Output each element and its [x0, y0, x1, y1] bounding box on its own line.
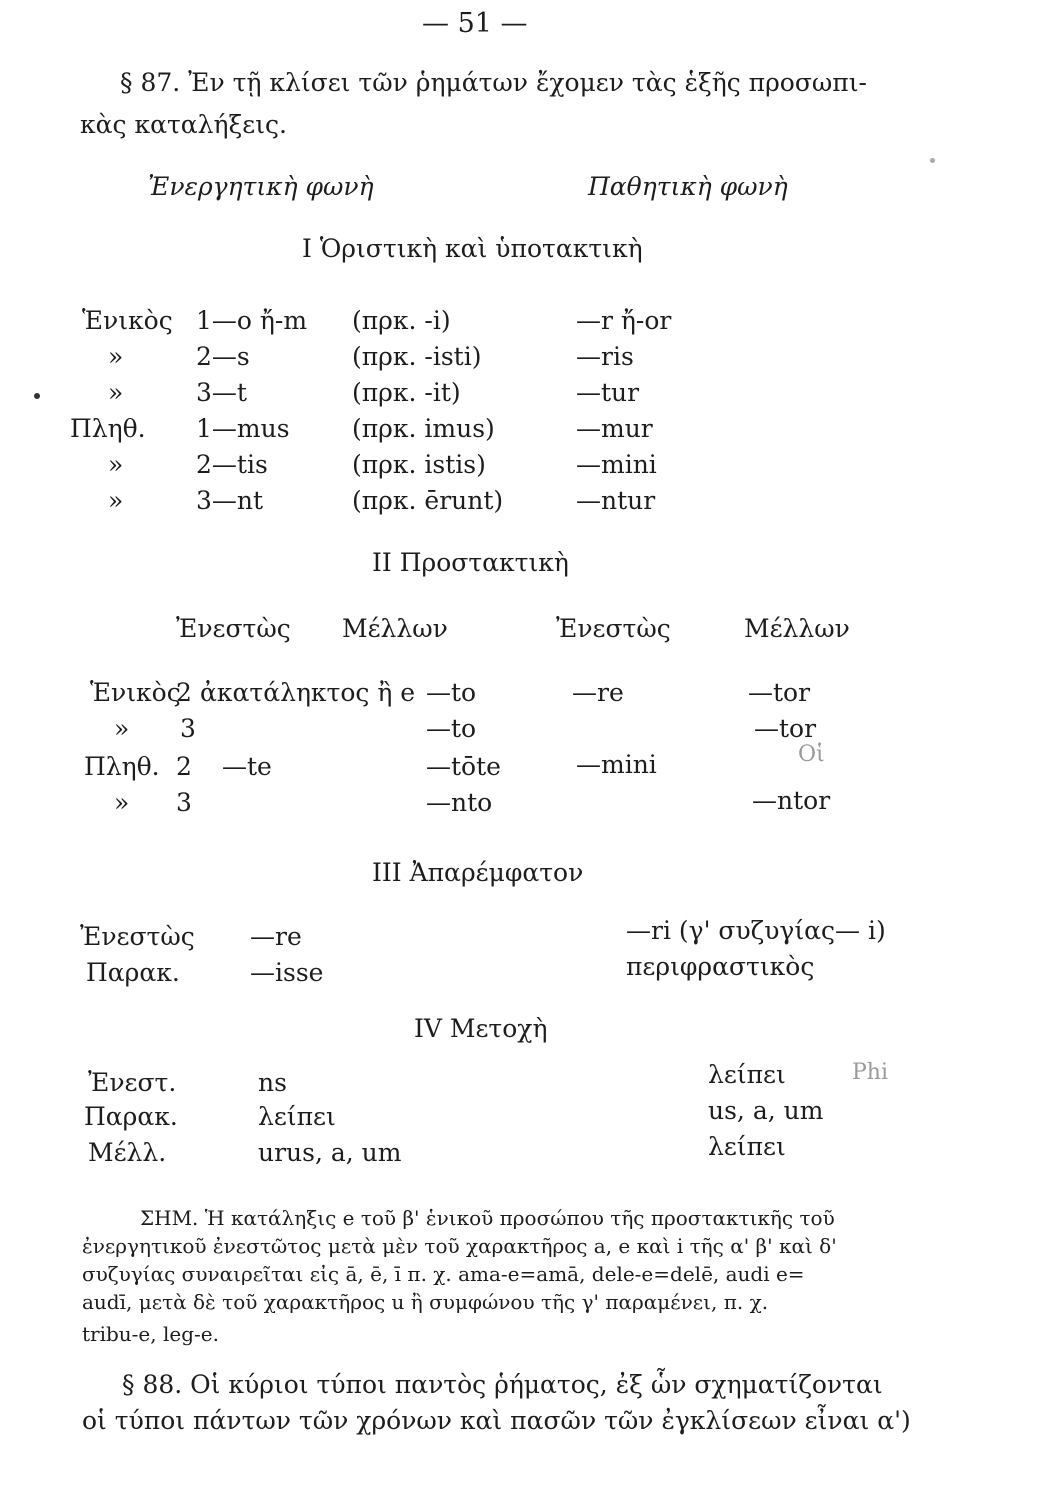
passive-ending: —ris: [576, 342, 634, 371]
future-passive-ending: —tor: [754, 714, 817, 743]
passive-ending: λείπει: [708, 1060, 786, 1089]
present-passive-ending: —re: [572, 678, 624, 707]
active-ending: —isse: [250, 958, 324, 987]
page-number: — 51 —: [422, 8, 528, 39]
active-ending: ns: [258, 1068, 287, 1097]
col-header-present-active: Ἐνεστὼς: [176, 614, 291, 643]
passive-ending: λείπει: [708, 1132, 786, 1161]
active-ending: urus, a, um: [258, 1138, 402, 1167]
active-ending: —re: [250, 922, 302, 951]
note-line: συζυγίας συναιρεῖται εἰς ā, ē, ī π. χ. ama-e=amā, dele-e=delē, audi e=: [82, 1262, 805, 1286]
infinitive-heading: ΙΙΙ Ἀπαρέμφατον: [372, 858, 584, 887]
future-passive-ending: —ntor: [752, 786, 831, 815]
tense-label: Ἐνεστ.: [88, 1068, 177, 1097]
passive-ending: —ri (γ' συζυγίας— i): [626, 916, 886, 945]
ink-speck: [930, 158, 935, 163]
col-header-future-active: Μέλλων: [342, 614, 448, 643]
col-header-present-passive: Ἐνεστὼς: [556, 614, 671, 643]
future-active-ending: —to: [426, 714, 477, 743]
note-line: tribu-e, leg-e.: [82, 1322, 219, 1346]
future-passive-ending: —tor: [748, 678, 811, 707]
perfect-ending: (πρκ. -isti): [352, 342, 482, 371]
number-label: »: [108, 450, 124, 479]
passive-ending: —mur: [576, 414, 653, 443]
passive-ending: —tur: [576, 378, 640, 407]
active-ending: λείπει: [258, 1102, 336, 1131]
number-label: »: [108, 378, 124, 407]
perfect-ending: (πρκ. imus): [352, 414, 495, 443]
person-number: 2: [176, 752, 192, 781]
active-ending: 3—nt: [196, 486, 264, 515]
passive-ending: —r ἤ-or: [576, 306, 672, 335]
number-label: »: [114, 788, 130, 817]
passive-ending: us, a, um: [708, 1096, 824, 1125]
present-active-ending: —te: [222, 752, 272, 781]
perfect-ending: (πρκ. istis): [352, 450, 486, 479]
active-ending: 2—s: [196, 342, 250, 371]
note-line: audī, μετὰ δὲ τοῦ χαρακτῆρος u ἢ συμφώνου τῆς γ' παραμένει, π. χ.: [82, 1290, 769, 1314]
perfect-ending: (πρκ. -it): [352, 378, 461, 407]
number-label: »: [108, 342, 124, 371]
future-active-ending: —tōte: [426, 752, 501, 781]
passive-ending: περιφραστικὸς: [626, 952, 815, 981]
bleed-through-text: Οἱ: [798, 742, 825, 767]
number-label: »: [108, 486, 124, 515]
section-87-line-1: § 87. Ἐν τῇ κλίσει τῶν ῥημάτων ἔχομεν τὰς ἑξῆς προσωπι-: [120, 68, 867, 97]
col-header-future-passive: Μέλλων: [744, 614, 850, 643]
passive-ending: —ntur: [576, 486, 656, 515]
active-voice-heading: Ἐνεργητικὴ φωνὴ: [148, 172, 374, 201]
present-active-ending: ἀκατάληκτος ἢ e: [200, 678, 416, 707]
section-88-line-2: οἱ τύποι πάντων τῶν χρόνων καὶ πασῶν τῶν ἐγκλίσεων εἶναι α'): [82, 1406, 911, 1435]
person-number: 3: [180, 714, 196, 743]
note-line: ἐνεργητικοῦ ἐνεστῶτος μετὰ μὲν τοῦ χαρακτῆρος a, e καὶ i τῆς α' β' καὶ δ': [82, 1234, 837, 1258]
note-line: ΣΗΜ. Ἡ κατάληξις e τοῦ β' ἑνικοῦ προσώπου τῆς προστακτικῆς τοῦ: [140, 1206, 835, 1230]
perfect-ending: (πρκ. -i): [352, 306, 451, 335]
passive-voice-heading: Παθητικὴ φωνὴ: [588, 172, 788, 201]
imperative-heading: ΙΙ Προστακτικὴ: [372, 548, 569, 577]
future-active-ending: —nto: [426, 788, 493, 817]
tense-label: Παρακ.: [84, 1102, 178, 1131]
section-88-line-1: § 88. Οἱ κύριοι τύποι παντὸς ῥήματος, ἐξ ὧν σχηματίζονται: [122, 1370, 883, 1399]
tense-label: Μέλλ.: [88, 1138, 167, 1167]
number-label: Ἑνικὸς: [90, 678, 181, 707]
active-ending: 2—tis: [196, 450, 268, 479]
participle-heading: ΙV Μετοχὴ: [414, 1014, 548, 1043]
bleed-through-text: Ρhi: [852, 1060, 889, 1085]
number-label: »: [114, 714, 130, 743]
person-number: 2: [176, 678, 192, 707]
indicative-subjunctive-heading: Ι Ὁριστικὴ καὶ ὑποτακτικὴ: [302, 234, 643, 263]
number-label: Πληθ.: [84, 752, 160, 781]
present-passive-ending: —mini: [576, 750, 657, 779]
future-active-ending: —to: [426, 678, 477, 707]
active-ending: 1—mus: [196, 414, 290, 443]
ink-speck: [34, 393, 40, 399]
person-number: 3: [176, 788, 192, 817]
perfect-ending: (πρκ. ērunt): [352, 486, 504, 515]
active-ending: 1—o ἤ-m: [196, 306, 308, 335]
section-87-line-2: κὰς καταλήξεις.: [80, 110, 287, 139]
tense-label: Ἐνεστὼς: [80, 922, 195, 951]
number-label: Ἑνικὸς: [82, 306, 173, 335]
tense-label: Παρακ.: [86, 958, 180, 987]
active-ending: 3—t: [196, 378, 247, 407]
number-label: Πληθ.: [70, 414, 146, 443]
passive-ending: —mini: [576, 450, 657, 479]
